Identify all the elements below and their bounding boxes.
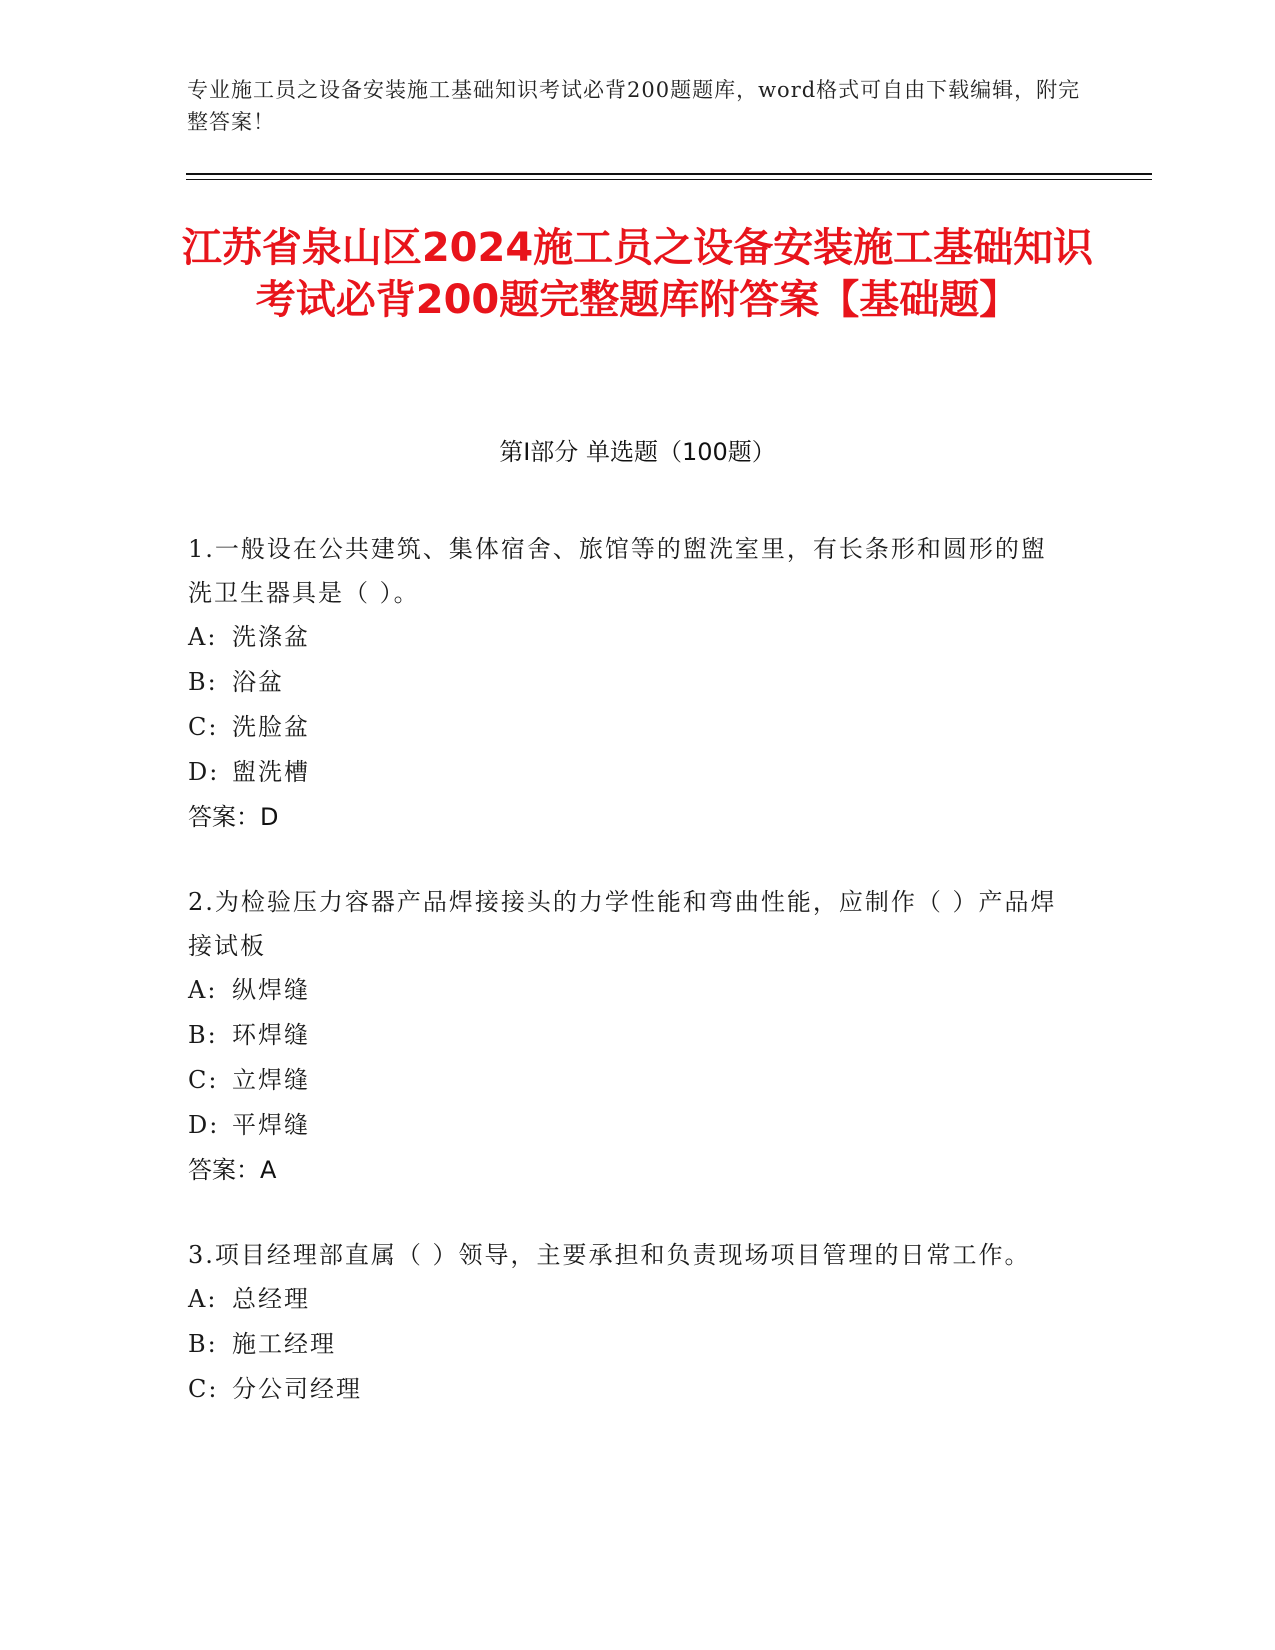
option-text: 平焊缝 xyxy=(232,1111,310,1139)
option-c xyxy=(188,1367,1068,1412)
answer-line: 答案：D xyxy=(188,803,279,831)
option-text: 施工经理 xyxy=(232,1330,336,1358)
question-stem: 3.项目经理部直属（ ）领导，主要承担和负责现场项目管理的日常工作。 xyxy=(188,1241,1031,1269)
option-letter: D: xyxy=(188,758,220,786)
question-2 xyxy=(188,880,1068,1193)
option-text: 纵焊缝 xyxy=(232,976,310,1004)
question-list xyxy=(188,527,1068,1452)
option-text: 分公司经理 xyxy=(232,1375,362,1403)
option-letter: B: xyxy=(188,668,218,696)
option-text: 洗脸盆 xyxy=(232,713,310,741)
option-b xyxy=(188,660,1068,705)
option-text: 洗涤盆 xyxy=(232,623,310,651)
option-letter: A: xyxy=(188,976,218,1004)
option-letter: B: xyxy=(188,1021,218,1049)
question-1 xyxy=(188,527,1068,840)
option-text: 总经理 xyxy=(232,1285,310,1313)
option-letter: A: xyxy=(188,1285,218,1313)
option-a xyxy=(188,1277,1068,1322)
option-letter: C: xyxy=(188,713,219,741)
question-3 xyxy=(188,1233,1068,1412)
option-a xyxy=(188,968,1068,1013)
section-heading: 第I部分 单选题（100题） xyxy=(499,438,776,466)
option-text: 浴盆 xyxy=(232,668,284,696)
question-stem: 1.一般设在公共建筑、集体宿舍、旅馆等的盥洗室里，有长条形和圆形的盥洗卫生器具是（ ）。 xyxy=(188,535,1047,607)
option-letter: C: xyxy=(188,1066,219,1094)
option-a xyxy=(188,615,1068,660)
option-c xyxy=(188,1058,1068,1103)
header-note: 专业施工员之设备安装施工基础知识考试必背200题题库，word格式可自由下载编辑，附完整答案！ xyxy=(187,78,1081,134)
document-title: 江苏省泉山区2024施工员之设备安装施工基础知识考试必背200题完整题库附答案【基础题】 xyxy=(181,225,1094,323)
question-stem: 2.为检验压力容器产品焊接接头的力学性能和弯曲性能，应制作（ ）产品焊接试板 xyxy=(188,888,1057,960)
option-b xyxy=(188,1013,1068,1058)
header-rule-thin xyxy=(186,179,1152,180)
option-letter: B: xyxy=(188,1330,218,1358)
option-c xyxy=(188,705,1068,750)
option-b xyxy=(188,1322,1068,1367)
option-text: 立焊缝 xyxy=(232,1066,310,1094)
option-letter: C: xyxy=(188,1375,219,1403)
option-text: 盥洗槽 xyxy=(232,758,310,786)
option-text: 环焊缝 xyxy=(232,1021,310,1049)
option-d xyxy=(188,750,1068,795)
option-letter: A: xyxy=(188,623,218,651)
header-rule-thick xyxy=(186,173,1152,175)
answer-line: 答案：A xyxy=(188,1156,277,1184)
option-letter: D: xyxy=(188,1111,220,1139)
option-d xyxy=(188,1103,1068,1148)
